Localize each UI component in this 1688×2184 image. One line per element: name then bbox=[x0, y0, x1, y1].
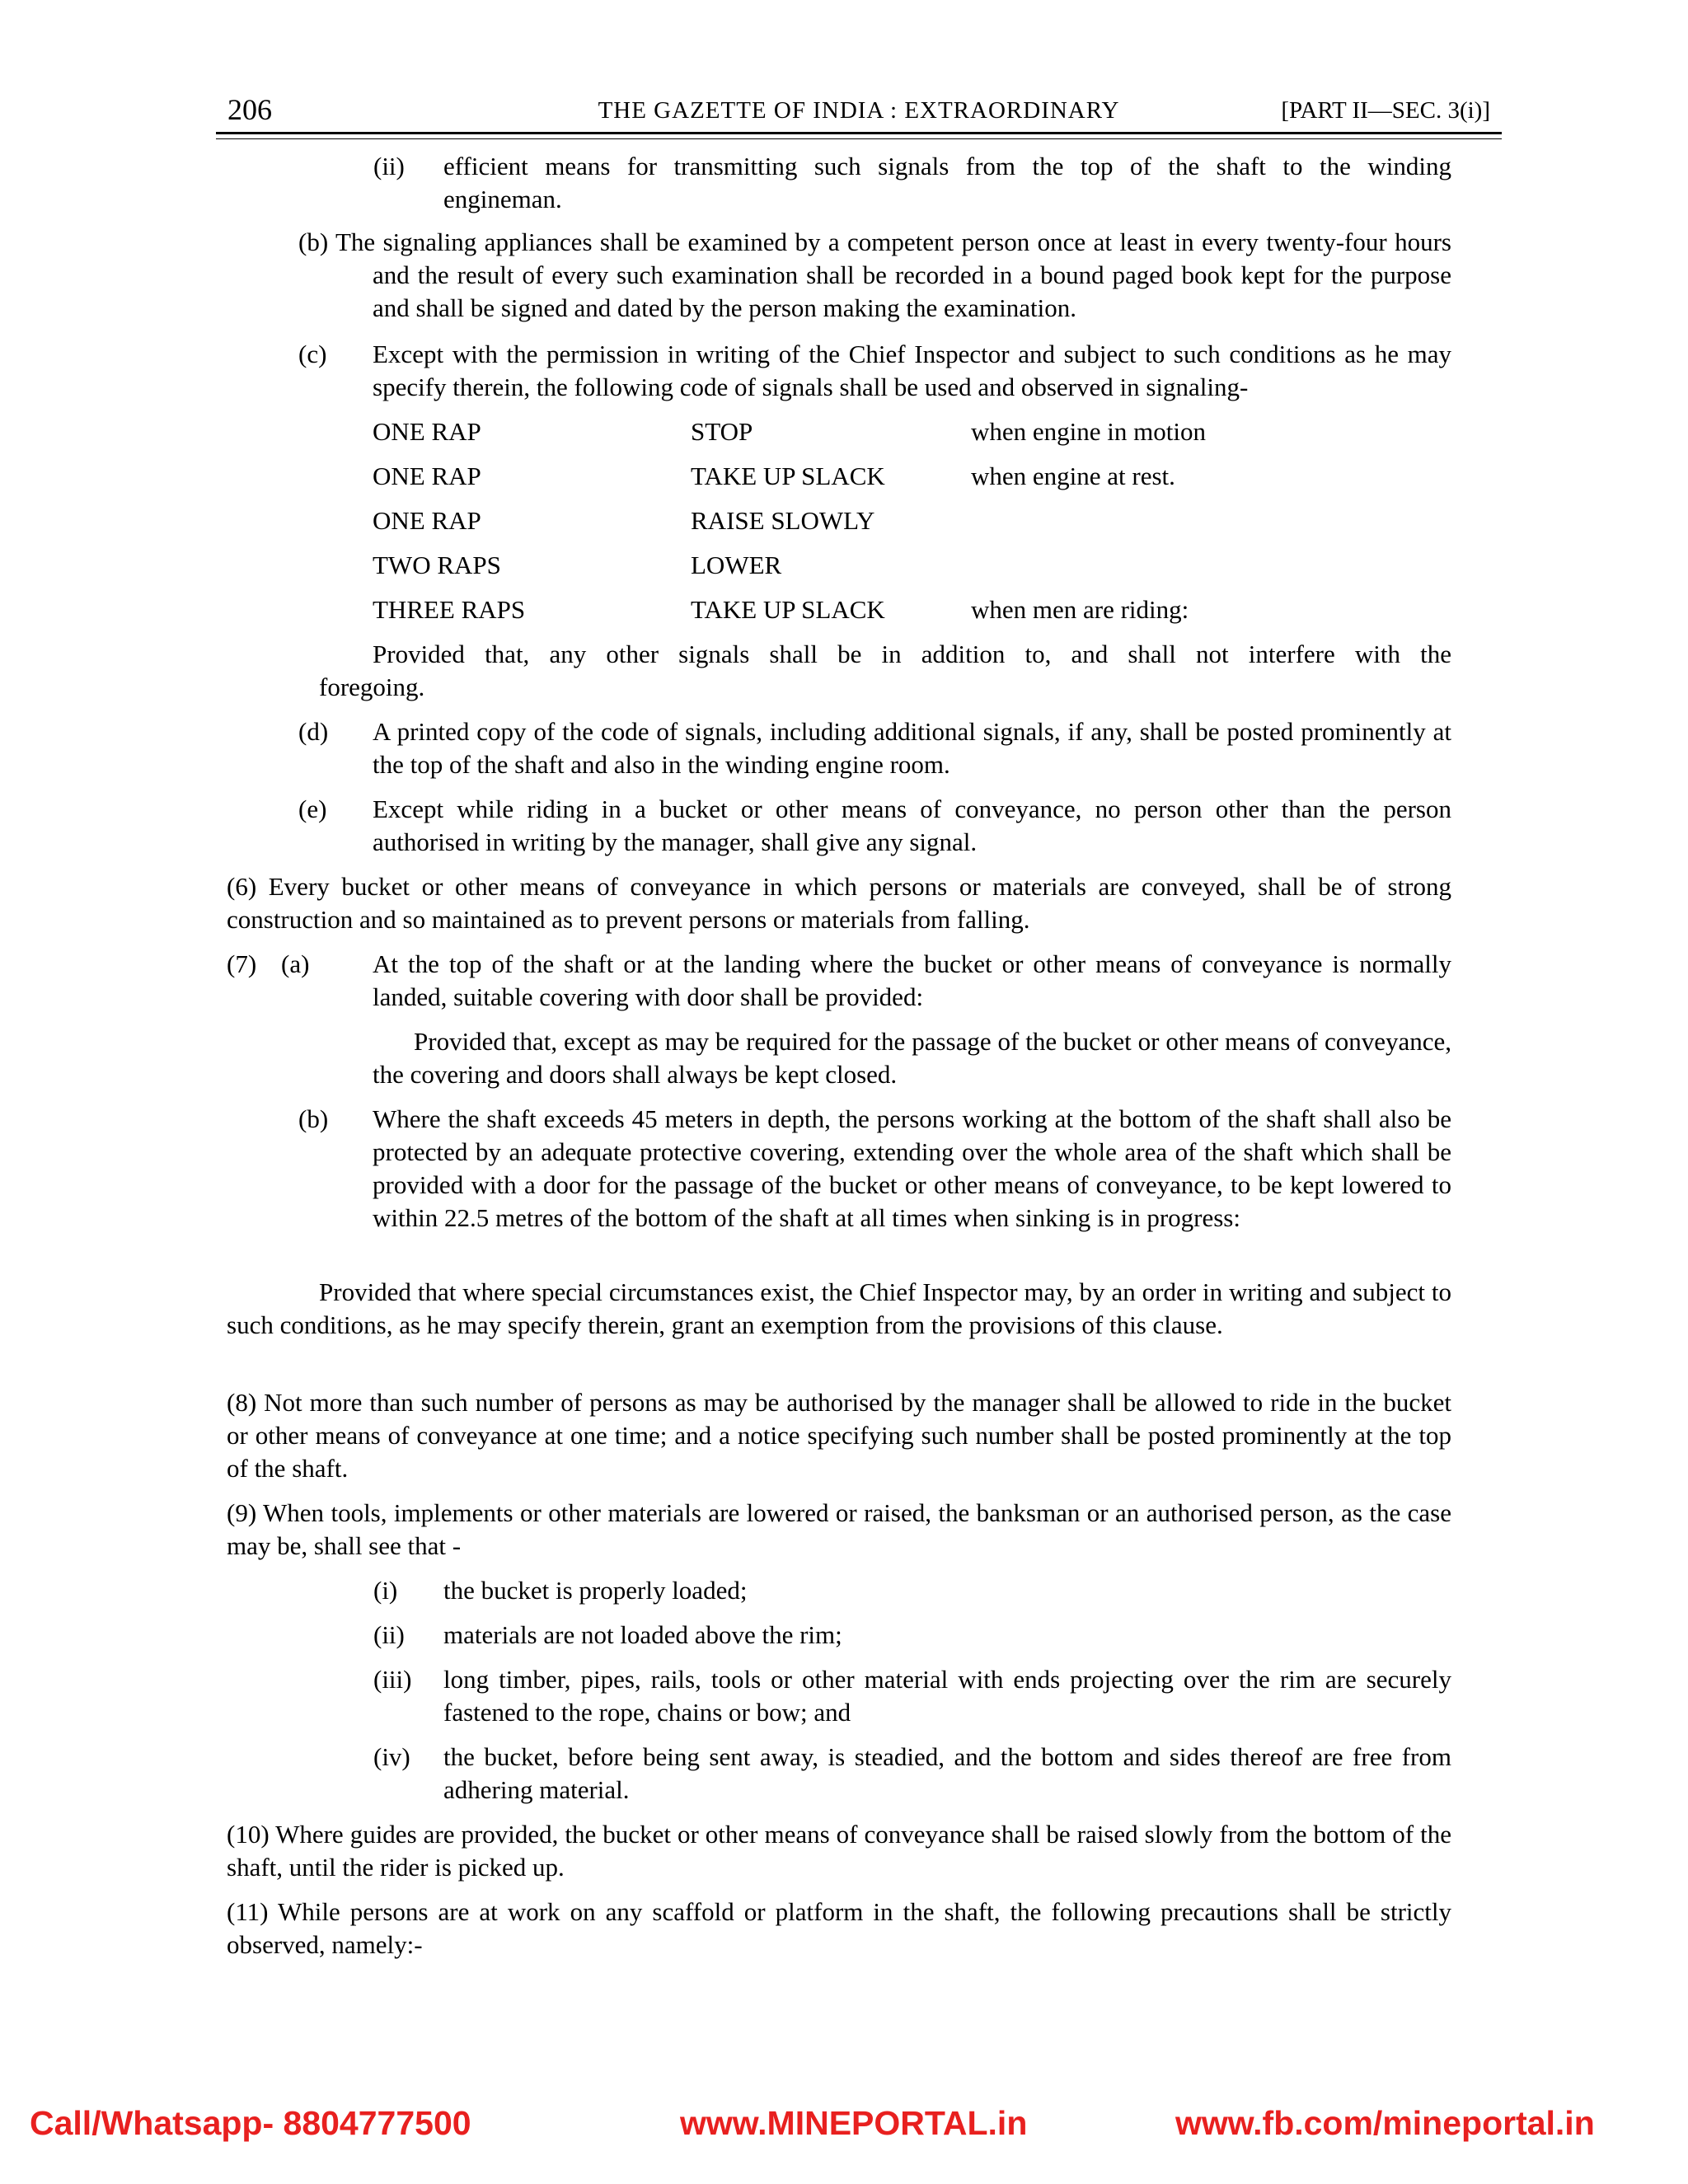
item-ii-marker: (ii) bbox=[373, 152, 405, 180]
item-ii-line1: efficient means for transmitting such signals from the top of the shaft to the winding bbox=[443, 152, 1451, 180]
para-7b-text: Where the shaft exceeds 45 meters in depth, the persons working at the bottom of the shaft shall also be protected by an adequate protective covering, extending over the whole area of the shaft which shall be provided with a door for the passage of the bucket or other means of conveyance, to be kept lowered to within 22.5 metres of the bottom of the shaft at all times when sinking is in progress: bbox=[373, 1104, 1451, 1232]
para-9-intro: (9) When tools, implements or other materials are lowered or raised, the banksman or an authorised person, as the case may be, shall see that - bbox=[227, 1498, 1451, 1560]
page-number: 206 bbox=[227, 93, 272, 126]
para-6: (6) Every bucket or other means of conveyance in which persons or materials are conveyed, shall be of strong construction and so maintained as to prevent persons or materials from falling. bbox=[227, 872, 1451, 934]
para-9-item-marker: (i) bbox=[373, 1576, 398, 1605]
para-8: (8) Not more than such number of persons as may be authorised by the manager shall be allowed to ride in the bucket or other means of conveyance at one time; and a notice specifying such number shall be posted prominently at the top of the shaft. bbox=[227, 1388, 1451, 1483]
condition-cell: when men are riding: bbox=[971, 595, 1189, 624]
para-9-item-marker: (iii) bbox=[373, 1665, 412, 1694]
para-7b-marker: (b) bbox=[298, 1104, 329, 1133]
condition-cell: when engine in motion bbox=[971, 417, 1206, 446]
footer-facebook-link[interactable]: www.fb.com/mineportal.in bbox=[1175, 2104, 1595, 2142]
signal-cell: THREE RAPS bbox=[373, 595, 526, 624]
clause-c-text: Except with the permission in writing of the Chief Inspector and subject to such conditions as he may specify therein, the following code of signals shall be used and observed in signaling- bbox=[373, 340, 1451, 401]
header-rule-thin bbox=[216, 138, 1502, 139]
footer-website-link[interactable]: www.MINEPORTAL.in bbox=[680, 2104, 1028, 2142]
para-9-item-text: the bucket, before being sent away, is steadied, and the bottom and sides thereof are free from adhering material. bbox=[443, 1742, 1451, 1804]
part-section: [PART II—SEC. 3(i)] bbox=[1281, 97, 1490, 124]
clause-e-marker: (e) bbox=[298, 794, 327, 823]
para-9-item-text: the bucket is properly loaded; bbox=[443, 1576, 748, 1605]
meaning-cell: STOP bbox=[691, 417, 753, 446]
clause-b-examination: (b) The signaling appliances shall be examined by a competent person once at least in every twenty-four hours and the result of every such examination shall be recorded in a bound paged book kept for the purpose and shall be signed and dated by the person making the examination. bbox=[298, 227, 1451, 322]
signal-cell: TWO RAPS bbox=[373, 551, 501, 579]
signal-cell: ONE RAP bbox=[373, 417, 481, 446]
para-9-item-text: materials are not loaded above the rim; bbox=[443, 1620, 842, 1649]
para-10: (10) Where guides are provided, the bucket or other means of conveyance shall be raised slowly from the bottom of the shaft, until the rider is picked up. bbox=[227, 1820, 1451, 1882]
proviso-signals-line1: Provided that, any other signals shall be in addition to, and shall not interfere with the bbox=[373, 640, 1451, 668]
header-rule-thick bbox=[216, 132, 1502, 134]
clause-e-text: Except while riding in a bucket or other means of conveyance, no person other than the person authorised in writing by the manager, shall give any signal. bbox=[373, 794, 1451, 856]
footer-phone: Call/Whatsapp- 8804777500 bbox=[30, 2104, 471, 2142]
para-7a-text: At the top of the shaft or at the landing where the bucket or other means of conveyance is normally landed, suitable covering with door shall be provided: bbox=[373, 949, 1451, 1011]
item-ii-line2: engineman. bbox=[443, 185, 562, 213]
condition-cell: when engine at rest. bbox=[971, 462, 1175, 490]
clause-d-marker: (d) bbox=[298, 717, 329, 746]
meaning-cell: LOWER bbox=[691, 551, 782, 579]
clause-c-marker: (c) bbox=[298, 340, 327, 368]
clause-d-text: A printed copy of the code of signals, including additional signals, if any, shall be posted prominently at the top of the shaft and also in the winding engine room. bbox=[373, 717, 1451, 779]
signal-cell: ONE RAP bbox=[373, 506, 481, 535]
para-9-item-marker: (ii) bbox=[373, 1620, 405, 1649]
para-7-number: (7) bbox=[227, 949, 257, 978]
meaning-cell: TAKE UP SLACK bbox=[691, 462, 885, 490]
running-header bbox=[216, 92, 1502, 132]
gazette-title: THE GAZETTE OF INDIA : EXTRAORDINARY bbox=[598, 97, 1120, 124]
signal-cell: ONE RAP bbox=[373, 462, 481, 490]
para-7-proviso: Provided that where special circumstances exist, the Chief Inspector may, by an order in writing and subject to such conditions, as he may specify therein, grant an exemption from the provisions of this clause. bbox=[227, 1277, 1451, 1339]
para-7a-proviso: Provided that, except as may be required for the passage of the bucket or other means of conveyance, the covering and doors shall always be kept closed. bbox=[373, 1027, 1451, 1089]
para-9-item-text: long timber, pipes, rails, tools or other material with ends projecting over the rim are securely fastened to the rope, chains or bow; and bbox=[443, 1665, 1451, 1727]
para-11: (11) While persons are at work on any scaffold or platform in the shaft, the following precautions shall be strictly observed, namely:- bbox=[227, 1897, 1451, 1959]
meaning-cell: RAISE SLOWLY bbox=[691, 506, 875, 535]
proviso-signals-line2: foregoing. bbox=[319, 673, 425, 701]
meaning-cell: TAKE UP SLACK bbox=[691, 595, 885, 624]
para-9-item-marker: (iv) bbox=[373, 1742, 410, 1771]
para-7a-marker: (a) bbox=[281, 949, 310, 978]
